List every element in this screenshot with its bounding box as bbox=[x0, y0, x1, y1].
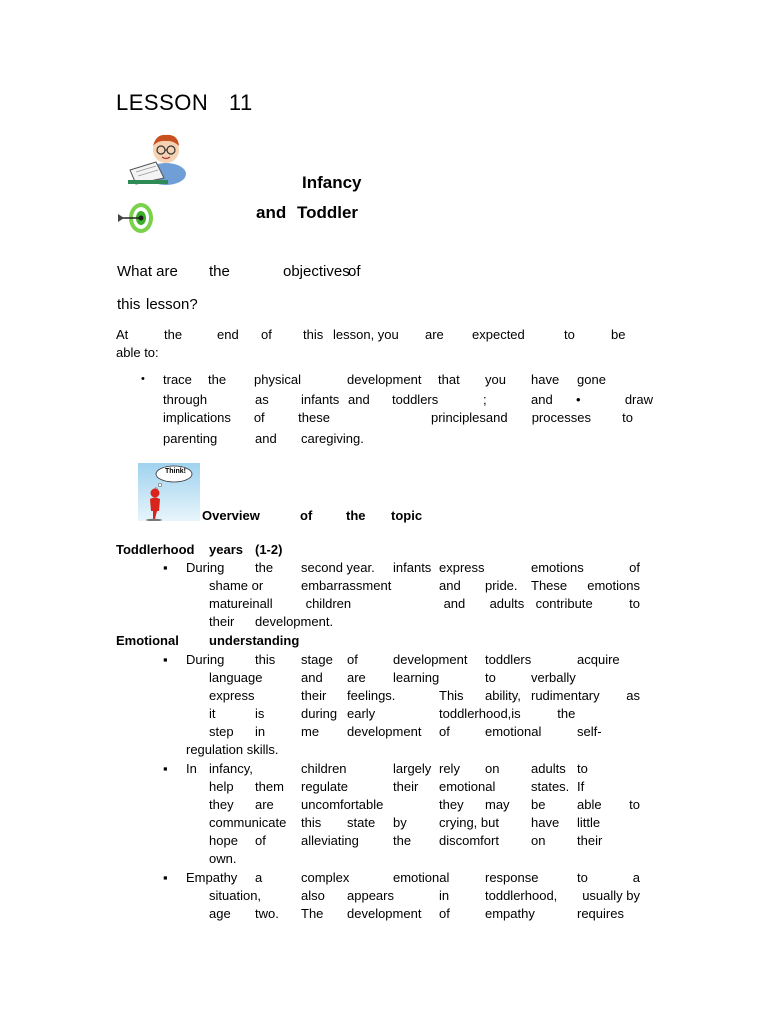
question-word: of bbox=[348, 263, 361, 280]
word: are bbox=[425, 327, 444, 342]
think-illustration bbox=[138, 463, 200, 521]
word: two. bbox=[255, 906, 279, 921]
word: Empathy bbox=[186, 870, 238, 885]
square-bullet: ▪ bbox=[163, 652, 168, 667]
para3-line5 bbox=[209, 833, 619, 851]
word: to bbox=[564, 327, 575, 342]
word: infancy, bbox=[209, 761, 253, 776]
word: development bbox=[347, 372, 422, 387]
intro-line1 bbox=[116, 327, 646, 345]
square-bullet: ▪ bbox=[163, 761, 168, 776]
intro-line2: able to: bbox=[116, 345, 159, 360]
word: and bbox=[443, 596, 466, 611]
word: infants bbox=[301, 392, 340, 407]
word: usually by bbox=[582, 888, 640, 903]
word: pride. bbox=[485, 578, 518, 593]
word: expected bbox=[472, 327, 525, 342]
word: contribute bbox=[535, 596, 593, 611]
para4-line2 bbox=[209, 888, 640, 906]
word: principles bbox=[431, 410, 486, 425]
word: development bbox=[347, 906, 422, 921]
word: implications bbox=[163, 410, 231, 425]
word: discomfort bbox=[439, 833, 499, 848]
para1-line3 bbox=[209, 596, 640, 614]
objective-bullet: • bbox=[141, 373, 145, 385]
heading-word: (1-2) bbox=[255, 542, 283, 557]
para2-line2 bbox=[209, 670, 629, 688]
word: the bbox=[208, 372, 227, 387]
word: adults bbox=[531, 761, 566, 776]
word: learning bbox=[393, 670, 440, 685]
heading-word: understanding bbox=[209, 633, 300, 648]
word: their bbox=[301, 688, 327, 703]
word: able bbox=[577, 797, 602, 812]
word: and bbox=[348, 392, 370, 407]
para4-line1 bbox=[186, 870, 640, 888]
word: on bbox=[531, 833, 546, 848]
word: requires bbox=[577, 906, 624, 921]
lesson-word: LESSON bbox=[116, 90, 209, 115]
word: to bbox=[629, 596, 640, 611]
para3-line6: own. bbox=[209, 851, 237, 866]
word: stage bbox=[301, 652, 333, 667]
word: by bbox=[393, 815, 407, 830]
word: alleviating bbox=[301, 833, 359, 848]
title-and: and bbox=[256, 203, 287, 222]
overview-word: the bbox=[346, 508, 366, 523]
para1-line1 bbox=[186, 560, 640, 578]
word: In bbox=[186, 761, 197, 776]
objective-row3 bbox=[163, 410, 633, 428]
word: verbally bbox=[531, 670, 576, 685]
objective-row1 bbox=[163, 372, 653, 390]
word: development bbox=[347, 724, 422, 739]
word: be bbox=[531, 797, 546, 812]
overview-word: of bbox=[300, 508, 313, 523]
word: physical bbox=[254, 372, 301, 387]
lesson-heading bbox=[116, 90, 253, 116]
word: embarrassment bbox=[301, 578, 392, 593]
word: maturein bbox=[209, 596, 260, 611]
word: have bbox=[531, 372, 560, 387]
word: is bbox=[511, 706, 521, 721]
word: end bbox=[217, 327, 239, 342]
word: emotional bbox=[439, 779, 496, 794]
word: during bbox=[301, 706, 338, 721]
word: are bbox=[255, 797, 274, 812]
word: This bbox=[439, 688, 464, 703]
word: gone bbox=[577, 372, 606, 387]
word: all bbox=[259, 596, 273, 611]
word: emotional bbox=[485, 724, 542, 739]
para3-line3 bbox=[209, 797, 640, 815]
word: trace bbox=[163, 372, 192, 387]
question-word: the bbox=[209, 263, 230, 280]
word: self- bbox=[577, 724, 602, 739]
word: in bbox=[255, 724, 266, 739]
word: to bbox=[629, 797, 640, 812]
word: communicate bbox=[209, 815, 287, 830]
para2-line1 bbox=[186, 652, 631, 670]
word: toddlerhood, bbox=[485, 888, 558, 903]
title-toddler: Toddler bbox=[296, 203, 359, 222]
heading-word: Emotional bbox=[116, 633, 179, 648]
objective-row2 bbox=[163, 392, 653, 410]
word: express bbox=[209, 688, 255, 703]
word: the bbox=[164, 327, 183, 342]
word: the bbox=[393, 833, 412, 848]
word: shame or bbox=[209, 578, 264, 593]
word: second year. bbox=[301, 560, 375, 575]
word: also bbox=[301, 888, 325, 903]
word: this bbox=[301, 815, 322, 830]
word: to bbox=[622, 410, 633, 425]
word: emotions bbox=[587, 578, 640, 593]
word: help bbox=[209, 779, 234, 794]
word: development bbox=[393, 652, 468, 667]
word: hope bbox=[209, 833, 238, 848]
word: are bbox=[347, 670, 366, 685]
word: and bbox=[485, 410, 508, 425]
word: children bbox=[301, 761, 347, 776]
word: language bbox=[209, 670, 263, 685]
overview-word: topic bbox=[391, 508, 423, 523]
word: situation, bbox=[209, 888, 262, 903]
emotional-heading bbox=[116, 633, 316, 651]
word: emotions bbox=[531, 560, 584, 575]
word: their bbox=[577, 833, 603, 848]
square-bullet: ▪ bbox=[163, 870, 168, 885]
question-word: this bbox=[117, 296, 141, 313]
word: During bbox=[186, 560, 225, 575]
reading-student-illustration bbox=[126, 128, 188, 186]
word: as bbox=[626, 688, 640, 703]
word: may bbox=[485, 797, 510, 812]
word: If bbox=[577, 779, 585, 794]
target-arrow-icon bbox=[116, 202, 156, 234]
word: the bbox=[557, 706, 576, 721]
para1-line2 bbox=[209, 578, 640, 596]
word: complex bbox=[301, 870, 350, 885]
para2-line4 bbox=[209, 706, 609, 724]
word: toddlers bbox=[485, 652, 532, 667]
word: draw bbox=[624, 392, 653, 407]
word: During bbox=[186, 652, 225, 667]
word: on bbox=[485, 761, 500, 776]
word: the bbox=[255, 560, 274, 575]
word: of bbox=[261, 327, 272, 342]
word: appears bbox=[347, 888, 394, 903]
word: ; bbox=[483, 392, 487, 407]
word: infants bbox=[393, 560, 432, 575]
word: of bbox=[629, 560, 640, 575]
word: rely bbox=[439, 761, 460, 776]
para4-line3 bbox=[209, 906, 634, 924]
word: it bbox=[209, 706, 216, 721]
word: These bbox=[531, 578, 568, 593]
word: they bbox=[209, 797, 234, 812]
word: of bbox=[253, 410, 265, 425]
topic-title-line1: Infancy bbox=[302, 173, 362, 192]
word: and bbox=[531, 392, 553, 407]
word: acquire bbox=[577, 652, 620, 667]
word: their bbox=[393, 779, 419, 794]
topic-title-line2 bbox=[256, 203, 358, 223]
word: this bbox=[255, 652, 276, 667]
word: them bbox=[255, 779, 284, 794]
word: empathy bbox=[485, 906, 535, 921]
word: step bbox=[209, 724, 234, 739]
word: lesson, you bbox=[333, 327, 399, 342]
word: children bbox=[305, 596, 352, 611]
lesson-number: 11 bbox=[228, 90, 253, 115]
question-word: objectives bbox=[283, 263, 350, 280]
heading-word: Toddlerhood bbox=[116, 542, 195, 557]
word: have bbox=[531, 815, 560, 830]
word: in bbox=[439, 888, 450, 903]
word: and bbox=[439, 578, 461, 593]
word: of bbox=[439, 906, 450, 921]
word: state bbox=[347, 815, 376, 830]
para3-line2 bbox=[209, 779, 619, 797]
heading-word: years bbox=[209, 542, 243, 557]
question-word: What are bbox=[117, 263, 178, 280]
word: to bbox=[577, 761, 588, 776]
word: processes bbox=[531, 410, 591, 425]
think-label: Think! bbox=[165, 468, 186, 475]
word: rudimentary bbox=[531, 688, 600, 703]
word: as bbox=[255, 392, 269, 407]
word: me bbox=[301, 724, 320, 739]
word: • bbox=[576, 392, 581, 407]
word: of bbox=[439, 724, 450, 739]
overview-heading bbox=[202, 508, 442, 526]
word: express bbox=[439, 560, 485, 575]
word: a bbox=[632, 870, 640, 885]
word: largely bbox=[393, 761, 432, 776]
overview-word: Overview bbox=[202, 508, 260, 523]
word: The bbox=[301, 906, 324, 921]
word: they bbox=[439, 797, 464, 812]
word: that bbox=[438, 372, 460, 387]
word: little bbox=[577, 815, 601, 830]
word: adults bbox=[489, 596, 525, 611]
word: crying, but bbox=[439, 815, 499, 830]
word: uncomfortable bbox=[301, 797, 384, 812]
word: this bbox=[303, 327, 324, 342]
para3-line4 bbox=[209, 815, 629, 833]
word: through bbox=[163, 392, 208, 407]
word: caregiving. bbox=[301, 431, 364, 446]
toddlerhood-heading bbox=[116, 542, 316, 560]
word: their bbox=[209, 614, 235, 629]
word: age bbox=[209, 906, 231, 921]
para2-line3 bbox=[209, 688, 640, 706]
word: response bbox=[485, 870, 539, 885]
word: and bbox=[255, 431, 277, 446]
para2-line6: regulation skills. bbox=[186, 742, 279, 757]
word: At bbox=[116, 327, 129, 342]
word: toddlers bbox=[392, 392, 439, 407]
word: and bbox=[301, 670, 323, 685]
word: of bbox=[255, 833, 266, 848]
objective-row4 bbox=[163, 431, 383, 449]
word: parenting bbox=[163, 431, 218, 446]
word: emotional bbox=[393, 870, 450, 885]
word: feelings. bbox=[347, 688, 396, 703]
word: to bbox=[485, 670, 496, 685]
word: be bbox=[611, 327, 626, 342]
para3-line1 bbox=[186, 761, 606, 779]
word: toddlerhood, bbox=[439, 706, 512, 721]
word: is bbox=[255, 706, 265, 721]
word: early bbox=[347, 706, 376, 721]
square-bullet: ▪ bbox=[163, 560, 168, 575]
para1-line4 bbox=[209, 614, 409, 632]
word: regulate bbox=[301, 779, 348, 794]
word: these bbox=[298, 410, 330, 425]
question-word: lesson? bbox=[146, 296, 198, 313]
word: of bbox=[347, 652, 358, 667]
word: you bbox=[485, 372, 506, 387]
word: ability, bbox=[485, 688, 521, 703]
word: states. bbox=[531, 779, 570, 794]
word: to bbox=[577, 870, 588, 885]
word: a bbox=[255, 870, 263, 885]
word: development. bbox=[255, 614, 334, 629]
para2-line5 bbox=[209, 724, 619, 742]
